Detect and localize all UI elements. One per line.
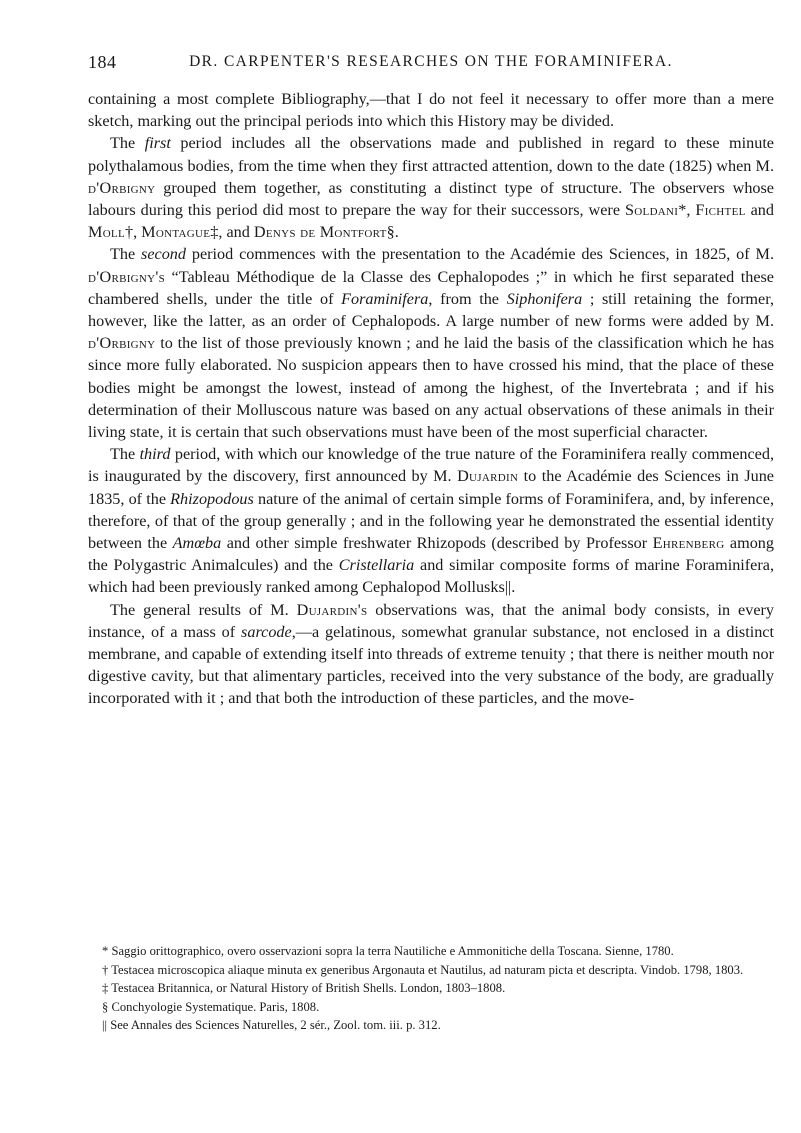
footnote: § Conchyologie Systematique. Paris, 1808. (102, 999, 320, 1014)
text-run: *, (678, 201, 696, 220)
paragraph (88, 443, 774, 598)
footnote: † Testacea microscopica aliaque minuta ex generibus Argonauta et Nautilus, ad naturam picta et descripta. Vindob. 1798, 1803. (102, 962, 744, 977)
small-caps-name: Fichtel (695, 201, 746, 220)
text-run: among the Polygastric Animalcules) and the (88, 534, 774, 575)
text-run: grouped them together, as constituting a distinct type of structure. The observers whose labours during this period did most to prepare the way for their successors, were (88, 178, 774, 220)
text-run: and other simple freshwater Rhizopods (described by Professor (221, 534, 653, 553)
italic-text: Amœba (172, 534, 222, 553)
small-caps-name: Soldani (625, 201, 679, 220)
text-run: period commences with the presentation to the Académie des Sciences, in 1825, of M. (186, 245, 774, 264)
footnote: ‡ Testacea Britannica, or Natural History of British Shells. London, 1803–1808. (102, 981, 506, 996)
small-caps-name: Ehrenberg (652, 534, 725, 553)
footnote: * Saggio orittographico, overo osservazioni sopra la terra Nautiliche e Ammonitiche della Toscana. Sienne, 1780. (102, 944, 674, 958)
text-run: period, with which our knowledge of the true nature of the Foraminifera really commenced, is inaugurated by the discovery, first announced by M. (88, 445, 774, 486)
text-run: observations was, that the animal body consists, in every instance, of a mass of (88, 600, 774, 641)
text-run: ; still retaining the former, however, like the latter, as an order of Cephalopods. A large number of new forms were added by M. (88, 289, 774, 331)
text-run: containing a most complete Bibliography,—that I do not feel it necessary to offer more than a mere sketch, marking out the principal periods into which this History may be divided. (88, 90, 774, 131)
text-run: and (745, 201, 774, 220)
text-run: period includes all the observations made and published in regard to these minute polythalamous bodies, from the time when they first attracted attention, down to the date (1825) when M. (88, 134, 774, 175)
small-caps-name: d'Orbigny (88, 334, 156, 353)
running-head: DR. CARPENTER'S RESEARCHES ON THE FORAMINIFERA. (189, 53, 673, 70)
text-run: ‡, and (210, 223, 254, 242)
italic-text: third (139, 445, 171, 464)
small-caps-name: Moll (88, 223, 125, 242)
page-number: 184 (88, 52, 117, 72)
text-run: §. (386, 223, 399, 242)
small-caps-name: Dujardin's (296, 600, 368, 619)
text-run: ,—a gelatinous, somewhat granular substance, not enclosed in a distinct membrane, and capable of extending itself into threads of extreme tenuity ; that there is neither mouth nor digestive cavity, but that alimentary particles, received into the very substance of the body, are gradually incorporated with it ; and that both the introduction of these particles, and the move- (88, 622, 774, 708)
text-run: The (110, 245, 142, 264)
paragraph (88, 88, 774, 132)
text-run: nature of the animal of certain simple forms of Foraminifera, and, by inference, therefore, of that of the group generally ; and in the following year he demonstrated the essential identity between the (88, 489, 774, 553)
italic-text: Rhizopodous (170, 489, 254, 508)
small-caps-name: d'Orbigny's (88, 267, 166, 286)
italic-text: first (144, 134, 171, 153)
text-run: “Tableau Méthodique de la Classe des Cephalopodes ;” in which he first separated these chambered shells, under the title of (88, 267, 774, 308)
text-run: to the Académie des Sciences in June 1835, of the (88, 467, 774, 508)
text-run: The (110, 445, 140, 464)
footnotes (88, 942, 774, 1035)
paragraph (88, 599, 774, 710)
small-caps-name: Denys de Montfort (253, 223, 387, 242)
paragraph (88, 132, 774, 243)
body-text (88, 88, 774, 710)
text-run: , from the (428, 289, 507, 308)
italic-text: second (141, 245, 186, 264)
paragraph (88, 243, 774, 443)
page-header (88, 52, 774, 76)
footnote: || See Annales des Sciences Naturelles, 2 sér., Zool. tom. iii. p. 312. (102, 1018, 441, 1033)
text-run: and similar composite forms of marine Foraminifera, which had been previously ranked among Cephalopod Mollusks||. (88, 556, 774, 597)
italic-text: Siphonifera (506, 289, 583, 308)
small-caps-name: Dujardin (457, 467, 519, 486)
text-run: †, (124, 223, 142, 242)
italic-text: sarcode (241, 622, 292, 641)
small-caps-name: Montague (141, 223, 211, 242)
text-run: The (110, 134, 145, 153)
italic-text: Cristellaria (338, 556, 415, 575)
italic-text: Foraminifera (341, 289, 429, 308)
small-caps-name: d'Orbigny (88, 178, 156, 197)
text-run: to the list of those previously known ; and he laid the basis of the classification which he has since more fully elaborated. No suspicion appears then to have crossed his mind, that the place of these bodies might be amongst the lowest, instead of among the highest, of the Invertebrata ; and if his determination of their Molluscous nature was based on any actual observations of these animals in their living state, it is certain that such observations must have been of the most superficial character. (88, 334, 774, 442)
text-run: The general results of M. (110, 600, 297, 619)
